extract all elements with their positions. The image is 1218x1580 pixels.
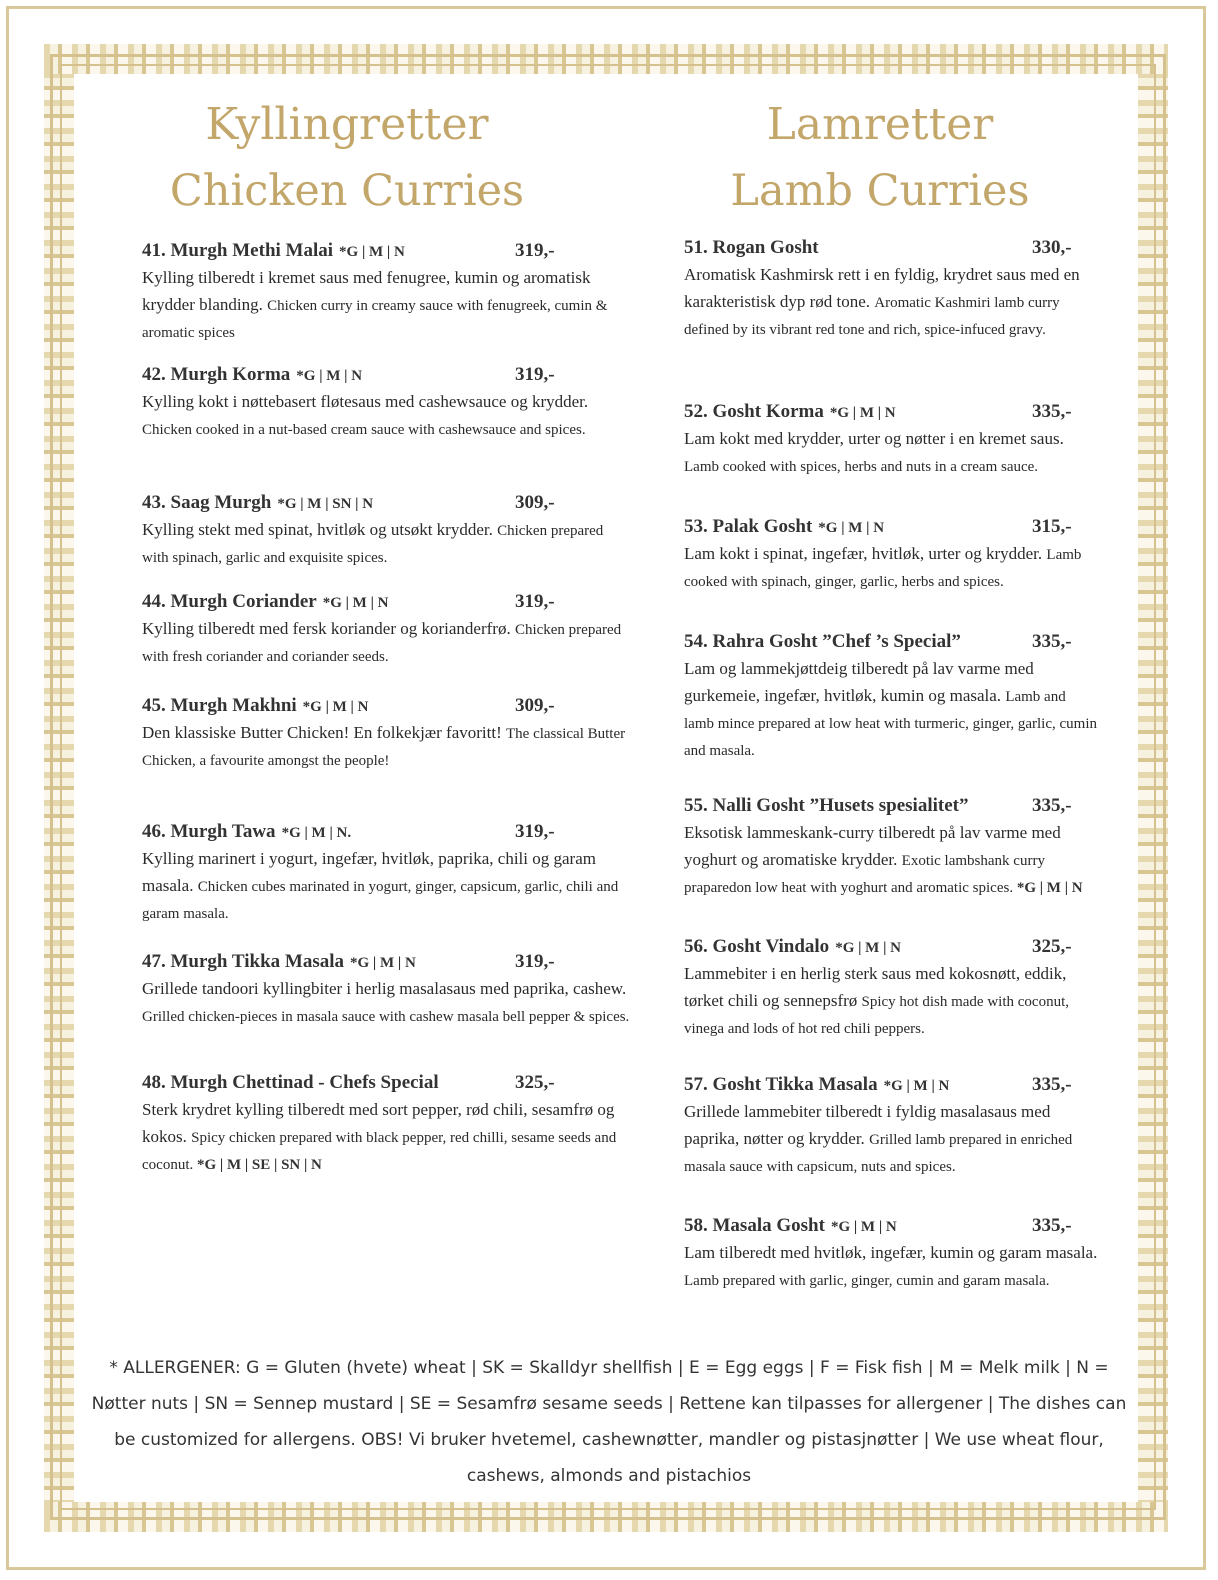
allergen-footer: * ALLERGENER: G = Gluten (hvete) wheat | SK = Skalldyr shellfish | E = Egg eggs | F = Fisk fish | M = Melk milk | N = Nøtter nuts | SN = Sennep mustard | SE = Sesamfrø sesame seeds | Rettene kan tilpasses for allergener | The dishes can be customized for allergens. OBS! Vi bruker hvetemel, cashewnøtter, mandler og pistasjnøtter | We use wheat flour, cashews, almonds and pistachios [91, 1358, 1127, 1486]
item-price: 335,- [1032, 1215, 1072, 1236]
item-header [142, 695, 632, 717]
item-header [684, 1074, 1098, 1096]
item-header [142, 951, 632, 973]
item-name: 45. Murgh Makhni [142, 695, 297, 716]
item-description-no: Lam kokt med krydder, urter og nøtter i en kremet saus. [684, 429, 1064, 448]
item-description-en: Lamb cooked with spinach, ginger, garlic, herbs and spices. [684, 547, 1082, 590]
item-description [142, 1096, 632, 1179]
item-allergens-tail: *G | M | SE | SN | N [193, 1157, 322, 1173]
item-description-no: Sterk krydret kylling tilberedt med sort pepper, rød chili, sesamfrø og kokos. [142, 1100, 615, 1146]
item-allergens-tail: *G | M | N [1013, 880, 1083, 896]
item-description [142, 845, 632, 926]
item-name: 41. Murgh Methi Malai [142, 240, 334, 261]
item-header [142, 821, 632, 843]
item-description-en: Aromatic Kashmiri lamb curry defined by its vibrant red tone and rich, spice-infuced gravy. [684, 295, 1060, 338]
item-name: 43. Saag Murgh [142, 492, 272, 513]
item-price: 315,- [1032, 516, 1072, 537]
heading-chicken-no: Kyllingretter [205, 99, 489, 150]
item-description-no: Lammebiter i en herlig sterk saus med kokosnøtt, eddik, tørket chili og sennepsfrø [684, 964, 1067, 1010]
item-allergens: *G | M | N [829, 405, 896, 421]
item-header [684, 795, 1098, 817]
item-name: 46. Murgh Tawa [142, 821, 276, 842]
item-allergens: *G | M | N [296, 368, 363, 384]
item-price: 309,- [515, 695, 555, 716]
item-price: 319,- [515, 364, 555, 385]
item-price: 325,- [1032, 936, 1072, 957]
item-header [142, 492, 632, 514]
item-description-en: Grilled lamb prepared in enriched masala sauce with capsicum, nuts and spices. [684, 1132, 1073, 1175]
heading-lamb-en: Lamb Curries [730, 166, 1030, 216]
item-header [684, 516, 1098, 538]
item-price: 335,- [1032, 1074, 1072, 1095]
item-description-no: Den klassiske Butter Chicken! En folkekjær favoritt! [142, 723, 506, 742]
item-description [684, 655, 1098, 763]
item-name: 52. Gosht Korma [684, 401, 824, 422]
item-header [684, 1215, 1098, 1237]
item-allergens: *G | M | N [818, 520, 885, 536]
item-allergens: *G | M | N [350, 955, 416, 971]
item-description-no: Lam kokt i spinat, ingefær, hvitløk, urter og krydder. [684, 544, 1047, 563]
item-description-no: Aromatisk Kashmirsk rett i en fyldig, krydret saus med en karakteristisk dyp rød tone. [684, 265, 1080, 311]
item-description [142, 719, 632, 773]
menu-item [684, 1074, 1098, 1179]
item-description-en: Chicken prepared with spinach, garlic and exquisite spices. [142, 523, 604, 566]
item-description-no: Kylling tilberedt med fersk koriander og korianderfrø. [142, 619, 515, 638]
heading-lamb-no: Lamretter [766, 99, 994, 150]
menu-item [684, 1215, 1098, 1293]
item-allergens: *G | M | N [302, 699, 369, 715]
item-name: 47. Murgh Tikka Masala [142, 951, 345, 972]
menu-item [684, 237, 1098, 342]
item-description-no: Kylling kokt i nøttebasert fløtesaus med cashewsauce og krydder. [142, 392, 589, 411]
menu-item [142, 240, 632, 345]
item-description-no: Grillede lammebiter tilberedt i fyldig masalasaus med paprika, nøtter og krydder. [684, 1102, 1051, 1148]
item-description [684, 960, 1098, 1041]
item-description [684, 1098, 1098, 1179]
heading-chicken-en: Chicken Curries [169, 166, 525, 216]
item-name: 58. Masala Gosht [684, 1215, 825, 1236]
item-price: 325,- [515, 1072, 555, 1093]
item-description [142, 975, 632, 1029]
item-price: 335,- [1032, 631, 1072, 652]
menu-item [684, 795, 1098, 902]
item-description-en: Lamb prepared with garlic, ginger, cumin and garam masala. [684, 1273, 1050, 1289]
item-price: 319,- [515, 591, 555, 612]
menu-item [142, 1072, 632, 1179]
item-price: 319,- [515, 240, 555, 261]
item-description [142, 615, 632, 669]
item-description [684, 1239, 1098, 1293]
menu-item [684, 631, 1098, 763]
item-description-en: The classical Butter Chicken, a favourite amongst the people! [142, 726, 626, 769]
item-description [142, 388, 632, 442]
item-description-en: Grilled chicken-pieces in masala sauce with cashew masala bell pepper & spices. [142, 1009, 630, 1025]
menu-item [142, 951, 632, 1029]
item-header [142, 591, 632, 613]
item-price: 335,- [1032, 401, 1072, 422]
item-allergens: *G | M | N [835, 940, 901, 956]
item-name: 42. Murgh Korma [142, 364, 291, 385]
item-description-en: Exotic lambshank curry praparedon low heat with yoghurt and aromatic spices. [684, 853, 1045, 896]
item-price: 309,- [515, 492, 555, 513]
item-description-no: Kylling marinert i yogurt, ingefær, hvitløk, paprika, chili og garam masala. [142, 849, 596, 895]
item-name: 55. Nalli Gosht ”Husets spesialitet” [684, 795, 969, 816]
menu-item [684, 401, 1098, 479]
item-header [142, 364, 632, 386]
item-name: 44. Murgh Coriander [142, 591, 317, 612]
item-header [142, 1072, 632, 1094]
item-description-no: Kylling stekt med spinat, hvitløk og utsøkt krydder. [142, 520, 498, 539]
item-description-en: Chicken cooked in a nut-based cream sauce with cashewsauce and spices. [142, 422, 586, 438]
item-description-no: Grillede tandoori kyllingbiter i herlig masalasaus med paprika, cashew. [142, 979, 627, 998]
item-description-en: Chicken curry in creamy sauce with fenugreek, cumin & aromatic spices [142, 298, 608, 341]
item-header [684, 401, 1098, 423]
menu-item [142, 492, 632, 570]
item-description-en: Spicy hot dish made with coconut, vinega and lods of hot red chili peppers. [684, 994, 1069, 1037]
menu-item [684, 936, 1098, 1041]
item-name: 57. Gosht Tikka Masala [684, 1074, 878, 1095]
item-header [142, 240, 632, 262]
item-price: 319,- [515, 951, 555, 972]
item-name: 51. Rogan Gosht [684, 237, 819, 258]
lamb-column [680, 92, 1080, 224]
item-description [684, 540, 1098, 594]
item-description [684, 261, 1098, 342]
item-price: 330,- [1032, 237, 1072, 258]
item-description [684, 425, 1098, 479]
item-allergens: *G | M | SN | N [277, 496, 374, 512]
item-allergens: *G | M | N [883, 1078, 950, 1094]
item-allergens: *G | M | N [830, 1219, 897, 1235]
item-allergens: *G | M | N [322, 595, 389, 611]
item-allergens: *G | M | N. [281, 825, 352, 841]
item-description-no: Kylling tilberedt i kremet saus med fenugree, kumin og aromatisk krydder blanding. [142, 268, 591, 314]
menu-item [142, 591, 632, 669]
item-header [684, 631, 1098, 653]
item-header [684, 936, 1098, 958]
item-description [142, 516, 632, 570]
item-description-en: Spicy chicken prepared with black pepper, red chilli, sesame seeds and coconut. [142, 1130, 617, 1173]
item-name: 56. Gosht Vindalo [684, 936, 830, 957]
item-allergens: *G | M | N [339, 244, 405, 260]
item-description [142, 264, 632, 345]
menu-item [142, 364, 632, 442]
item-description-en: Lamb and lamb mince prepared at low heat with turmeric, ginger, garlic, cumin and masala. [684, 689, 1097, 759]
chicken-column [142, 92, 552, 224]
menu-item [142, 695, 632, 773]
item-description [684, 819, 1098, 902]
item-price: 335,- [1032, 795, 1072, 816]
item-description-en: Chicken prepared with fresh coriander and coriander seeds. [142, 622, 622, 665]
item-description-no: Eksotisk lammeskank-curry tilberedt på lav varme med yoghurt og aromatiske krydder. [684, 823, 1061, 869]
item-name: 53. Palak Gosht [684, 516, 813, 537]
item-description-no: Lam og lammekjøttdeig tilberedt på lav varme med gurkemeie, ingefær, hvitløk, kumin og masala. [684, 659, 1034, 705]
item-price: 319,- [515, 821, 555, 842]
item-header [684, 237, 1098, 259]
item-description-no: Lam tilberedt med hvitløk, ingefær, kumin og garam masala. [684, 1243, 1098, 1262]
menu-item [142, 821, 632, 926]
item-description-en: Lamb cooked with spices, herbs and nuts in a cream sauce. [684, 459, 1039, 475]
item-name: 48. Murgh Chettinad - Chefs Special [142, 1072, 439, 1093]
item-name: 54. Rahra Gosht ”Chef ’s Special” [684, 631, 961, 652]
menu-item [684, 516, 1098, 594]
item-description-en: Chicken cubes marinated in yogurt, ginger, capsicum, garlic, chili and garam masala. [142, 879, 619, 922]
